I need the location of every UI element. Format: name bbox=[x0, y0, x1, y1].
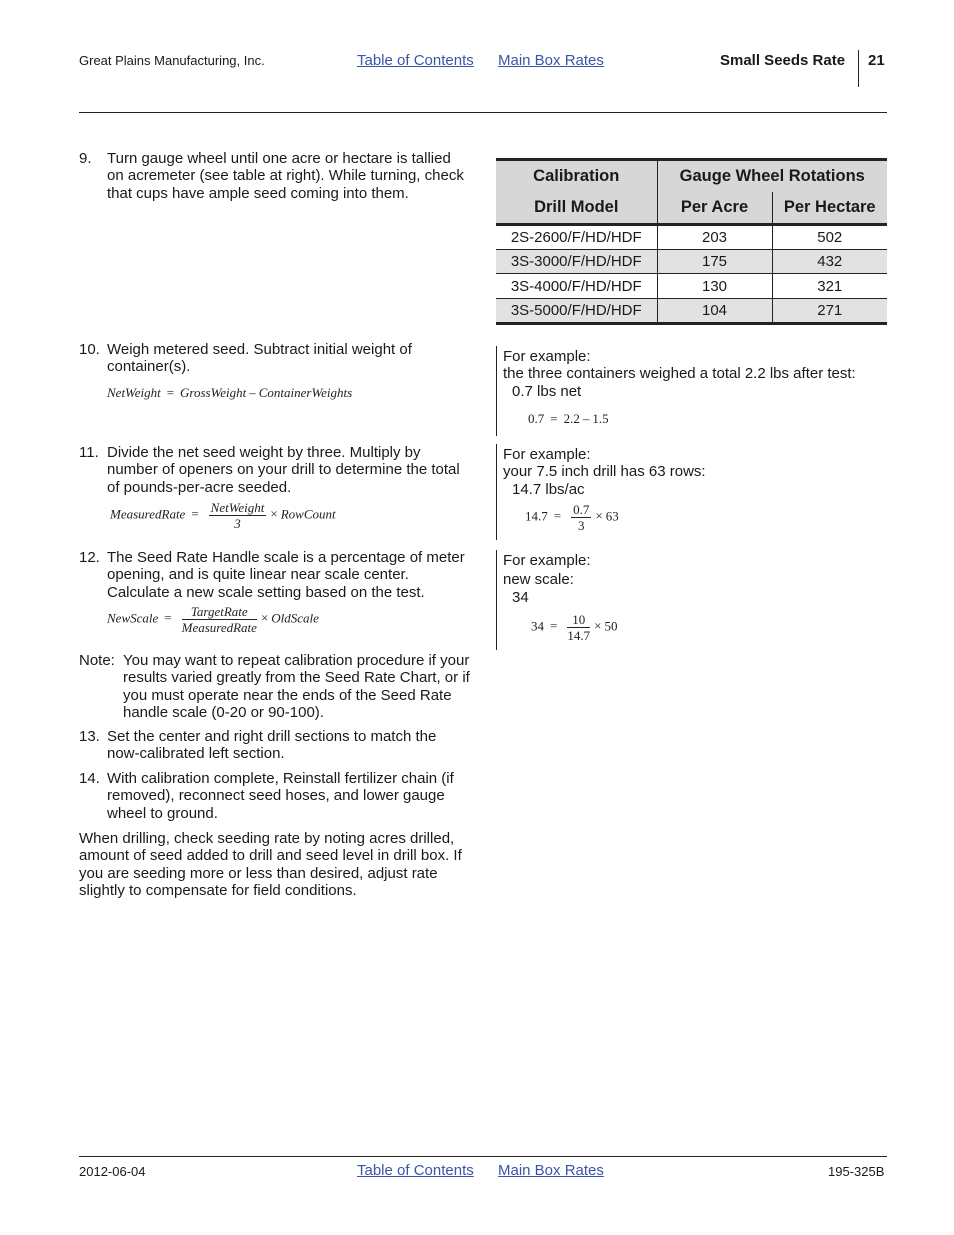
formula-operator: = bbox=[191, 506, 199, 522]
table-row bbox=[496, 225, 887, 250]
step-text: Divide the net seed weight by three. Multiply by number of openers on your drill to determine the total of pounds-per-acre seeded. bbox=[107, 444, 460, 496]
fraction-denominator: 3 bbox=[577, 518, 585, 533]
table-row bbox=[496, 249, 887, 274]
formula-measured-rate bbox=[110, 500, 336, 531]
table-row bbox=[496, 299, 887, 324]
example-formula bbox=[525, 502, 619, 533]
cell-per-acre: 104 bbox=[657, 299, 772, 324]
cell-per-acre: 175 bbox=[657, 249, 772, 274]
step-10 bbox=[79, 341, 471, 376]
step-number: 11. bbox=[79, 444, 99, 461]
formula-term: 0.7 bbox=[528, 411, 545, 426]
example-text: new scale: bbox=[503, 571, 574, 589]
step-text: Set the center and right drill sections to match the now-calibrated left section. bbox=[107, 728, 437, 763]
formula-operator: – bbox=[249, 385, 256, 400]
cell-per-hectare: 502 bbox=[772, 225, 887, 250]
fraction-denominator: MeasuredRate bbox=[181, 620, 257, 635]
formula-operator: × bbox=[594, 618, 602, 634]
formula-operator: = bbox=[166, 385, 175, 400]
example-result: 0.7 lbs net bbox=[512, 382, 582, 400]
col-header-drill-model: Drill Model bbox=[496, 192, 657, 225]
cell-model: 3S-5000/F/HD/HDF bbox=[496, 299, 657, 324]
formula-operator: – bbox=[582, 411, 590, 426]
footer-main-box-rates-link[interactable]: Main Box Rates bbox=[498, 1162, 604, 1179]
note-text: You may want to repeat calibration procedure if your results varied greatly from the Seed Rate Chart, or if you must operate near the ends of the Seed Rate handle scale (0-20 or 90-100). bbox=[123, 652, 470, 721]
formula-term: 50 bbox=[604, 618, 618, 634]
step-number: 13. bbox=[79, 728, 100, 745]
step-11 bbox=[79, 444, 471, 496]
formula-operator: × bbox=[595, 508, 603, 524]
page-number: 21 bbox=[868, 52, 885, 69]
step-13 bbox=[79, 728, 471, 763]
step-text: The Seed Rate Handle scale is a percentage of meter opening, and is quite linear near scale center. Calculate a new scale setting based on the test. bbox=[107, 549, 465, 601]
col-header-calibration: Calibration bbox=[496, 160, 657, 192]
formula-term: 63 bbox=[605, 508, 619, 524]
note bbox=[79, 652, 471, 721]
formula-term: ContainerWeights bbox=[258, 385, 353, 400]
section-title: Small Seeds Rate bbox=[720, 52, 846, 69]
company-name: Great Plains Manufacturing, Inc. bbox=[79, 53, 265, 68]
formula-operator: = bbox=[550, 411, 558, 426]
note-label: Note: bbox=[79, 652, 115, 669]
fraction-numerator: TargetRate bbox=[182, 604, 257, 620]
cell-per-hectare: 432 bbox=[772, 249, 887, 274]
example-formula bbox=[528, 410, 609, 427]
calibration-table bbox=[496, 158, 887, 325]
formula-operator: × bbox=[270, 506, 278, 522]
example-net-weight bbox=[496, 346, 888, 436]
formula-fraction bbox=[567, 612, 590, 643]
example-new-scale bbox=[496, 550, 888, 650]
cell-per-acre: 130 bbox=[657, 274, 772, 299]
step-number: 12. bbox=[79, 549, 100, 566]
formula-fraction bbox=[209, 500, 267, 531]
fraction-denominator: 14.7 bbox=[567, 628, 591, 643]
header-rule bbox=[79, 112, 887, 113]
formula-operator: = bbox=[164, 610, 172, 626]
header-main-box-rates-link[interactable]: Main Box Rates bbox=[498, 52, 604, 69]
col-header-per-acre: Per Acre bbox=[657, 192, 772, 225]
formula-net-weight bbox=[107, 385, 352, 401]
step-number: 9. bbox=[79, 150, 92, 167]
formula-operator: = bbox=[553, 508, 562, 524]
header-toc-link[interactable]: Table of Contents bbox=[357, 52, 474, 69]
table-row bbox=[496, 274, 887, 299]
doc-number: 195-325B bbox=[828, 1164, 885, 1179]
footer-toc-link[interactable]: Table of Contents bbox=[357, 1162, 474, 1179]
step-9 bbox=[79, 150, 471, 202]
step-text: Turn gauge wheel until one acre or hectare is tallied on acremeter (see table at right). While turning, check that cups have ample seed coming into them. bbox=[107, 150, 464, 202]
formula-term: 34 bbox=[531, 618, 544, 634]
formula-term: MeasuredRate bbox=[110, 506, 186, 522]
fraction-denominator: 3 bbox=[234, 516, 241, 531]
step-number: 10. bbox=[79, 341, 100, 358]
example-label: For example: bbox=[503, 552, 591, 569]
fraction-numerator: 0.7 bbox=[573, 502, 590, 517]
formula-new-scale bbox=[107, 604, 319, 635]
example-measured-rate bbox=[496, 444, 888, 540]
formula-term: GrossWeight bbox=[180, 385, 247, 400]
footer-date: 2012-06-04 bbox=[79, 1164, 146, 1179]
step-14 bbox=[79, 770, 471, 822]
formula-term: NetWeight bbox=[107, 385, 161, 400]
example-result: 34 bbox=[512, 588, 529, 606]
formula-term: 2.2 bbox=[563, 411, 580, 426]
example-formula bbox=[531, 612, 617, 643]
fraction-numerator: 10 bbox=[567, 612, 590, 628]
cell-model: 2S-2600/F/HD/HDF bbox=[496, 225, 657, 250]
formula-term: OldScale bbox=[271, 610, 319, 626]
closing-paragraph: When drilling, check seeding rate by noting acres drilled, amount of seed added to drill and seed level in drill box. If you are seeding more or less than desired, adjust rate slightly to compensate for field conditions. bbox=[79, 830, 462, 899]
step-number: 14. bbox=[79, 770, 100, 787]
example-result: 14.7 lbs/ac bbox=[512, 480, 585, 498]
cell-per-acre: 203 bbox=[657, 225, 772, 250]
cell-model: 3S-3000/F/HD/HDF bbox=[496, 249, 657, 274]
formula-fraction bbox=[182, 604, 257, 635]
formula-fraction bbox=[571, 502, 591, 533]
example-text: the three containers weighed a total 2.2 lbs after test: bbox=[503, 365, 856, 383]
formula-term: 14.7 bbox=[525, 508, 548, 524]
example-label: For example: bbox=[503, 446, 591, 463]
formula-term: RowCount bbox=[280, 506, 336, 522]
step-12 bbox=[79, 549, 471, 601]
formula-term: NewScale bbox=[107, 610, 159, 626]
formula-term: 1.5 bbox=[592, 411, 609, 426]
example-text: your 7.5 inch drill has 63 rows: bbox=[503, 463, 706, 481]
cell-model: 3S-4000/F/HD/HDF bbox=[496, 274, 657, 299]
step-text: With calibration complete, Reinstall fertilizer chain (if removed), reconnect seed hoses, and lower gauge wheel to ground. bbox=[107, 770, 454, 822]
step-text: Weigh metered seed. Subtract initial weight of container(s). bbox=[107, 341, 412, 376]
col-header-per-hectare: Per Hectare bbox=[772, 192, 887, 225]
formula-operator: × bbox=[260, 610, 269, 626]
cell-per-hectare: 321 bbox=[772, 274, 887, 299]
col-header-gauge-wheel-rotations: Gauge Wheel Rotations bbox=[657, 160, 887, 192]
header-divider bbox=[858, 50, 859, 87]
formula-operator: = bbox=[550, 618, 558, 634]
cell-per-hectare: 271 bbox=[772, 299, 887, 324]
fraction-numerator: NetWeight bbox=[210, 500, 265, 515]
example-label: For example: bbox=[503, 348, 591, 365]
footer-rule bbox=[79, 1156, 887, 1157]
